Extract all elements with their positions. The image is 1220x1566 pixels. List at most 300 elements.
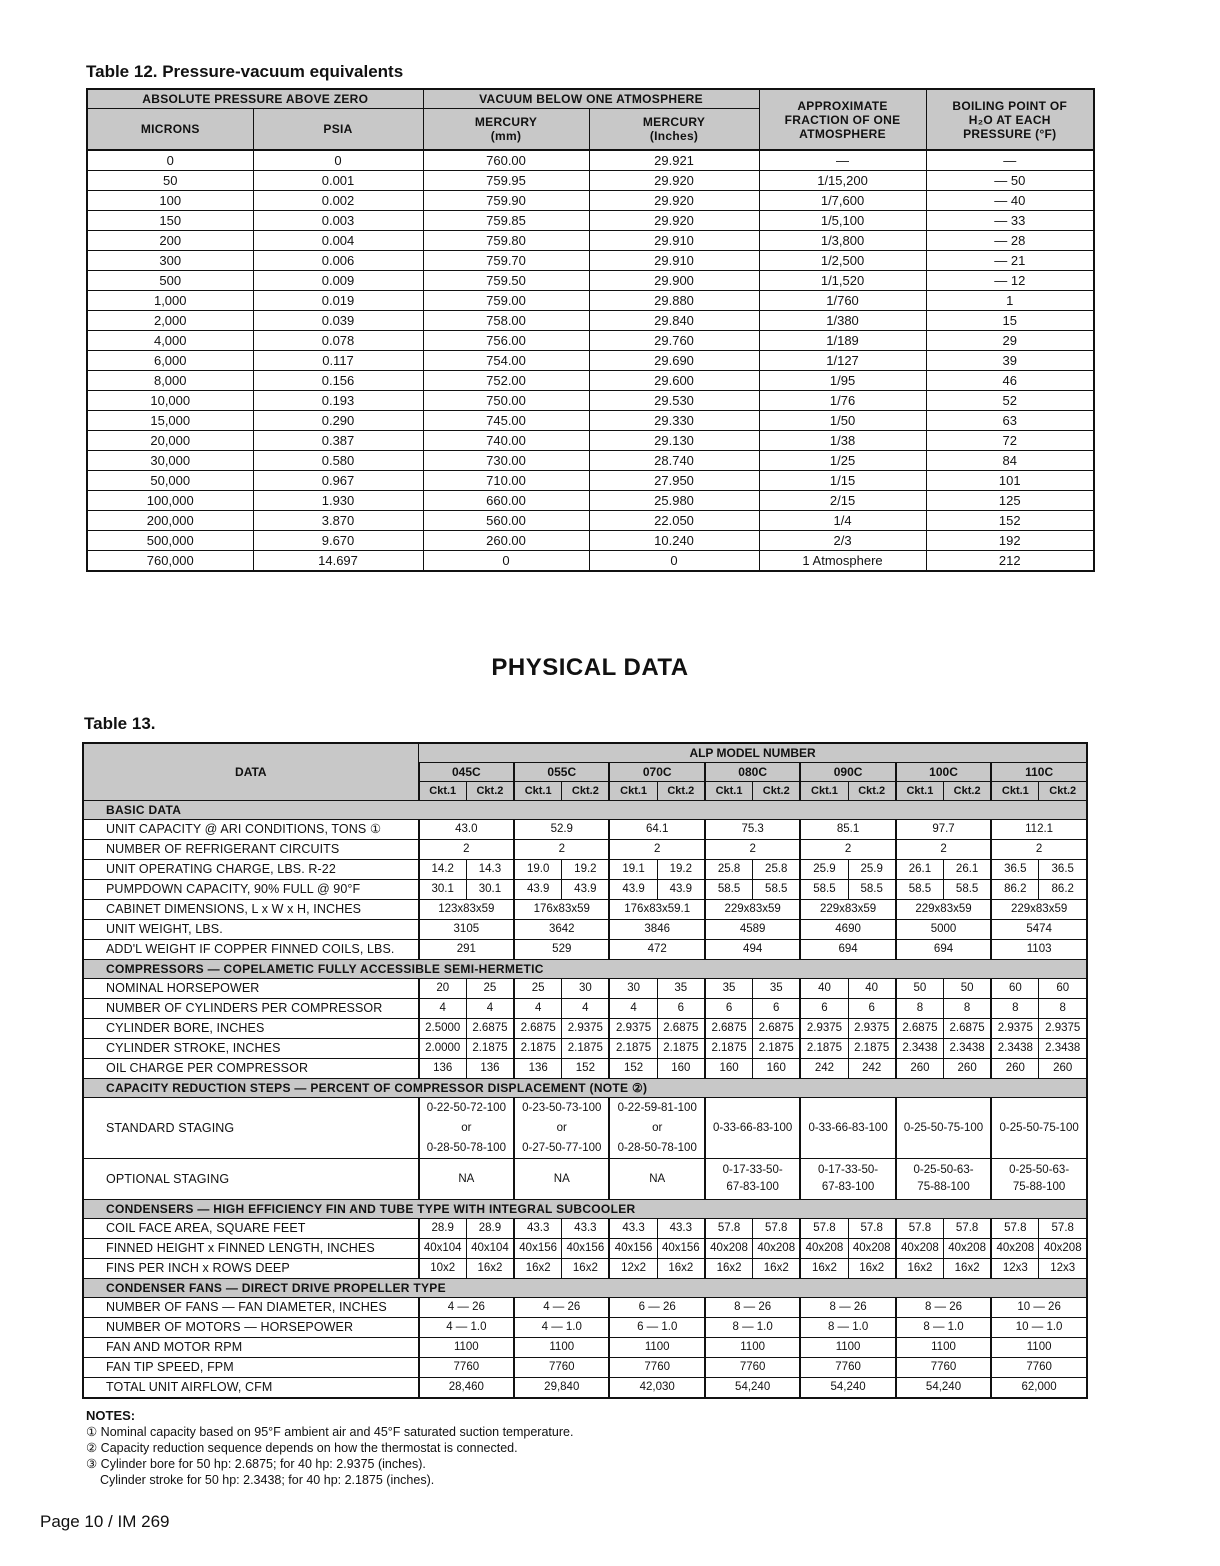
model-header: 090C <box>800 763 895 782</box>
circuit-header: Ckt.2 <box>562 782 610 801</box>
table-cell: 2.1875 <box>562 1039 610 1059</box>
table-cell: 2.1875 <box>657 1039 705 1059</box>
table-cell: 1/380 <box>759 311 926 331</box>
header-psia: PSIA <box>253 109 423 151</box>
table-cell: 29.760 <box>589 331 759 351</box>
model-header: 070C <box>609 763 704 782</box>
table-cell: 50 <box>944 979 992 999</box>
table-cell: 43.9 <box>657 880 705 900</box>
staging-line: or <box>652 1122 663 1134</box>
table-cell: 3846 <box>609 920 704 940</box>
table-row <box>83 1219 1087 1239</box>
table-cell: 745.00 <box>423 411 589 431</box>
header-mercury-inches: MERCURY (Inches) <box>589 109 759 151</box>
table-cell: 0.580 <box>253 451 423 471</box>
table-cell: 0.039 <box>253 311 423 331</box>
table-cell: 25.980 <box>589 491 759 511</box>
row-label: NOMINAL HORSEPOWER <box>83 979 419 999</box>
table-cell: 7760 <box>896 1358 991 1378</box>
table-cell: 7760 <box>609 1358 704 1378</box>
staging-line: 0-22-59-81-100 <box>617 1102 697 1114</box>
table-cell: 8 <box>991 999 1039 1019</box>
table-cell: 212 <box>926 551 1094 572</box>
staging-line: 0-33-66-83-100 <box>808 1121 888 1134</box>
table-cell: — 33 <box>926 211 1094 231</box>
table-cell: 2.6875 <box>896 1019 944 1039</box>
table-cell: 29.130 <box>589 431 759 451</box>
table-cell: 35 <box>705 979 753 999</box>
header-boiling-point: BOILING POINT OF H₂O AT EACH PRESSURE (°F) <box>926 89 1094 150</box>
table-cell: 40 <box>848 979 896 999</box>
table-cell: 1.930 <box>253 491 423 511</box>
table-cell: 16x2 <box>514 1259 562 1279</box>
staging-cell <box>800 1098 895 1159</box>
table-cell: 0.019 <box>253 291 423 311</box>
table-cell: 4 <box>466 999 514 1019</box>
table-cell: 16x2 <box>800 1259 848 1279</box>
table-cell: 2.9375 <box>562 1019 610 1039</box>
row-label: UNIT WEIGHT, LBS. <box>83 920 419 940</box>
table-row <box>87 431 1094 451</box>
table-cell: 63 <box>926 411 1094 431</box>
table-cell: 12x3 <box>1039 1259 1087 1279</box>
table-cell: 2.1875 <box>848 1039 896 1059</box>
pressure-vacuum-table <box>86 88 1095 572</box>
circuit-header: Ckt.2 <box>753 782 801 801</box>
table-cell: 1 Atmosphere <box>759 551 926 572</box>
table-cell: 100 <box>87 191 253 211</box>
table-cell: 4 — 1.0 <box>419 1318 514 1338</box>
table-cell: 43.3 <box>609 1219 657 1239</box>
table-cell: 1100 <box>800 1338 895 1358</box>
table-row <box>87 551 1094 572</box>
table-row <box>83 1059 1087 1079</box>
row-label: CYLINDER STROKE, INCHES <box>83 1039 419 1059</box>
table-cell: — <box>759 150 926 171</box>
circuit-header: Ckt.1 <box>991 782 1039 801</box>
circuit-header: Ckt.1 <box>896 782 944 801</box>
table-cell: 1100 <box>991 1338 1087 1358</box>
table-cell: 30 <box>609 979 657 999</box>
staging-line: 0-33-66-83-100 <box>713 1121 793 1134</box>
table-row <box>83 840 1087 860</box>
section-title: CONDENSER FANS — DIRECT DRIVE PROPELLER TYPE <box>83 1279 1087 1298</box>
table-cell: 50 <box>896 979 944 999</box>
table-cell: 43.9 <box>609 880 657 900</box>
circuit-header: Ckt.2 <box>466 782 514 801</box>
table-cell: 40x104 <box>419 1239 467 1259</box>
table-cell: 8 <box>896 999 944 1019</box>
table-cell: 1100 <box>896 1338 991 1358</box>
circuit-header: Ckt.2 <box>944 782 992 801</box>
row-label: NUMBER OF FANS — FAN DIAMETER, INCHES <box>83 1298 419 1318</box>
note-1: ① Nominal capacity based on 95°F ambient air and 45°F saturated suction temperature. <box>86 1425 574 1439</box>
table-cell: 8 <box>944 999 992 1019</box>
table-cell: 752.00 <box>423 371 589 391</box>
staging-line: 0-25-50-75-100 <box>999 1121 1079 1134</box>
table-cell: 3642 <box>514 920 609 940</box>
table-row <box>87 351 1094 371</box>
table-cell: 101 <box>926 471 1094 491</box>
table-cell: 25 <box>514 979 562 999</box>
table-row <box>87 371 1094 391</box>
table-cell: 16x2 <box>705 1259 753 1279</box>
section-title: COMPRESSORS — COPELAMETIC FULLY ACCESSIBLE SEMI-HERMETIC <box>83 960 1087 979</box>
table-row <box>83 880 1087 900</box>
staging-cell <box>514 1098 609 1159</box>
row-label: CYLINDER BORE, INCHES <box>83 1019 419 1039</box>
table-cell: 40x208 <box>1039 1239 1087 1259</box>
section-header-row <box>83 801 1087 820</box>
table-cell: 6 <box>705 999 753 1019</box>
table-cell: 8,000 <box>87 371 253 391</box>
table-cell: 694 <box>896 940 991 960</box>
table-cell: 29.900 <box>589 271 759 291</box>
table-cell: 152 <box>926 511 1094 531</box>
table-cell: 123x83x59 <box>419 900 514 920</box>
table-cell: 759.50 <box>423 271 589 291</box>
table-cell: 10.240 <box>589 531 759 551</box>
table-cell: 29.330 <box>589 411 759 431</box>
table-cell: 2.6875 <box>944 1019 992 1039</box>
header-data: DATA <box>83 743 419 801</box>
table-cell: 29.910 <box>589 231 759 251</box>
table-row <box>87 251 1094 271</box>
table-cell: 6 <box>848 999 896 1019</box>
table-cell: 3105 <box>419 920 514 940</box>
table-cell: 27.950 <box>589 471 759 491</box>
table-cell: 750.00 <box>423 391 589 411</box>
table-cell: 7760 <box>800 1358 895 1378</box>
section-header-row <box>83 1079 1087 1098</box>
table-cell: 57.8 <box>705 1219 753 1239</box>
staging-line: 0-22-50-72-100 <box>426 1102 506 1114</box>
table-cell: 0.156 <box>253 371 423 391</box>
table-cell: 58.5 <box>896 880 944 900</box>
table-cell: 29.880 <box>589 291 759 311</box>
table-cell: 4690 <box>800 920 895 940</box>
physical-data-table <box>82 742 1088 1399</box>
table-cell: 12x3 <box>991 1259 1039 1279</box>
table-row <box>83 999 1087 1019</box>
table-cell: 2 <box>514 840 609 860</box>
table-row <box>83 820 1087 840</box>
table-cell: 25.8 <box>705 860 753 880</box>
table-cell: 2.9375 <box>800 1019 848 1039</box>
table-cell: 0.387 <box>253 431 423 451</box>
table-cell: 58.5 <box>753 880 801 900</box>
table-cell: 5000 <box>896 920 991 940</box>
table-cell: 16x2 <box>562 1259 610 1279</box>
table-cell: 54,240 <box>896 1378 991 1399</box>
table-cell: 150 <box>87 211 253 231</box>
table-cell: 29.600 <box>589 371 759 391</box>
table-row <box>87 150 1094 171</box>
table-cell: 29,840 <box>514 1378 609 1399</box>
table-cell: 10,000 <box>87 391 253 411</box>
table-row <box>87 291 1094 311</box>
table-cell: 8 — 1.0 <box>800 1318 895 1338</box>
row-label: UNIT OPERATING CHARGE, LBS. R-22 <box>83 860 419 880</box>
row-label: FAN AND MOTOR RPM <box>83 1338 419 1358</box>
table-cell: 160 <box>657 1059 705 1079</box>
table-cell: 1103 <box>991 940 1087 960</box>
table-cell: 86.2 <box>1039 880 1087 900</box>
table-cell: — <box>926 150 1094 171</box>
table-cell: 58.5 <box>848 880 896 900</box>
table-cell: 0.078 <box>253 331 423 351</box>
table-cell: 6,000 <box>87 351 253 371</box>
table-cell: 29.920 <box>589 211 759 231</box>
table-cell: 1100 <box>419 1338 514 1358</box>
table-cell: 0.004 <box>253 231 423 251</box>
table-cell: 14.2 <box>419 860 467 880</box>
table-cell: 2.1875 <box>609 1039 657 1059</box>
table-cell: 43.9 <box>562 880 610 900</box>
table-cell: 759.80 <box>423 231 589 251</box>
table-cell: 40x156 <box>657 1239 705 1259</box>
table-cell: 40x156 <box>562 1239 610 1259</box>
table-cell: 35 <box>657 979 705 999</box>
table-cell: 2.9375 <box>848 1019 896 1039</box>
table-cell: 136 <box>514 1059 562 1079</box>
circuit-header: Ckt.2 <box>657 782 705 801</box>
table-cell: 40x156 <box>514 1239 562 1259</box>
table-cell: 28.9 <box>419 1219 467 1239</box>
table-cell: 1/5,100 <box>759 211 926 231</box>
table-cell: 112.1 <box>991 820 1087 840</box>
table-cell: 2 <box>991 840 1087 860</box>
table-cell: 260.00 <box>423 531 589 551</box>
table-cell: 64.1 <box>609 820 704 840</box>
staging-line: 0-27-50-77-100 <box>522 1142 602 1154</box>
table-cell: 43.9 <box>514 880 562 900</box>
table-cell: 4 — 26 <box>514 1298 609 1318</box>
table-cell: 0.193 <box>253 391 423 411</box>
section-title: CAPACITY REDUCTION STEPS — PERCENT OF COMPRESSOR DISPLACEMENT (NOTE ②) <box>83 1079 1087 1098</box>
table-cell: 0.967 <box>253 471 423 491</box>
table-cell: 2.3438 <box>1039 1039 1087 1059</box>
table-cell: 57.8 <box>944 1219 992 1239</box>
table-cell: 40x208 <box>896 1239 944 1259</box>
table-cell: 2 <box>800 840 895 860</box>
table-cell: 2,000 <box>87 311 253 331</box>
table-cell: 0.009 <box>253 271 423 291</box>
table-cell: 754.00 <box>423 351 589 371</box>
table-cell: 15,000 <box>87 411 253 431</box>
table-cell: 26.1 <box>944 860 992 880</box>
header-model-number: ALP MODEL NUMBER <box>419 743 1087 763</box>
table-cell: 1/15,200 <box>759 171 926 191</box>
model-header: 045C <box>419 763 514 782</box>
table-cell: 760,000 <box>87 551 253 572</box>
table-cell: 2/15 <box>759 491 926 511</box>
table-cell: 16x2 <box>466 1259 514 1279</box>
table-cell: 36.5 <box>991 860 1039 880</box>
row-label: COIL FACE AREA, SQUARE FEET <box>83 1219 419 1239</box>
table-cell: 760.00 <box>423 150 589 171</box>
table-cell: 1/3,800 <box>759 231 926 251</box>
table-cell: 756.00 <box>423 331 589 351</box>
table-cell: 10 — 1.0 <box>991 1318 1087 1338</box>
table-cell: 4589 <box>705 920 800 940</box>
table-cell: 42,030 <box>609 1378 704 1399</box>
table-cell: 50,000 <box>87 471 253 491</box>
table-row <box>83 1358 1087 1378</box>
table-cell: 4,000 <box>87 331 253 351</box>
table-cell: 494 <box>705 940 800 960</box>
table-row <box>83 1019 1087 1039</box>
table-cell: 1/95 <box>759 371 926 391</box>
table-cell: 25.9 <box>848 860 896 880</box>
table-cell: 36.5 <box>1039 860 1087 880</box>
table-cell: 6 — 26 <box>609 1298 704 1318</box>
table-cell: 2.6875 <box>514 1019 562 1039</box>
table-cell: 40x208 <box>705 1239 753 1259</box>
table-cell: 529 <box>514 940 609 960</box>
header-vacuum: VACUUM BELOW ONE ATMOSPHERE <box>423 89 759 109</box>
table-cell: 758.00 <box>423 311 589 331</box>
table-cell: 0.006 <box>253 251 423 271</box>
table-cell: 192 <box>926 531 1094 551</box>
table-row <box>83 1239 1087 1259</box>
table-cell: 25.8 <box>753 860 801 880</box>
table-cell: 136 <box>466 1059 514 1079</box>
table-row <box>83 940 1087 960</box>
table-cell: 1/4 <box>759 511 926 531</box>
table-cell: 52.9 <box>514 820 609 840</box>
row-label: TOTAL UNIT AIRFLOW, CFM <box>83 1378 419 1399</box>
physical-data-title: PHYSICAL DATA <box>491 654 689 681</box>
table-cell: 2.3438 <box>991 1039 1039 1059</box>
header-microns: MICRONS <box>87 109 253 151</box>
circuit-header: Ckt.2 <box>1039 782 1087 801</box>
staging-cell <box>991 1159 1087 1200</box>
table-cell: 40x208 <box>991 1239 1039 1259</box>
section-title: CONDENSERS — HIGH EFFICIENCY FIN AND TUBE TYPE WITH INTEGRAL SUBCOOLER <box>83 1200 1087 1219</box>
table-row <box>87 471 1094 491</box>
staging-line: 0-28-50-78-100 <box>617 1142 697 1154</box>
table-cell: 759.00 <box>423 291 589 311</box>
table-cell: 40 <box>800 979 848 999</box>
table-cell: 291 <box>419 940 514 960</box>
table-row <box>87 171 1094 191</box>
table-cell: 10x2 <box>419 1259 467 1279</box>
table-cell: 40x208 <box>848 1239 896 1259</box>
table-cell: 15 <box>926 311 1094 331</box>
table-cell: 2.6875 <box>657 1019 705 1039</box>
table-cell: 660.00 <box>423 491 589 511</box>
staging-cell <box>514 1159 609 1200</box>
table-cell: 72 <box>926 431 1094 451</box>
table-cell: 85.1 <box>800 820 895 840</box>
table-cell: 1/15 <box>759 471 926 491</box>
table-cell: 9.670 <box>253 531 423 551</box>
notes-heading: NOTES: <box>86 1408 136 1423</box>
table-cell: 4 <box>514 999 562 1019</box>
table-cell: 29 <box>926 331 1094 351</box>
table-row <box>87 511 1094 531</box>
table-cell: 500,000 <box>87 531 253 551</box>
row-label: NUMBER OF REFRIGERANT CIRCUITS <box>83 840 419 860</box>
table-cell: 242 <box>848 1059 896 1079</box>
table-cell: 160 <box>753 1059 801 1079</box>
circuit-header: Ckt.1 <box>514 782 562 801</box>
table-cell: 22.050 <box>589 511 759 531</box>
table-row <box>83 1259 1087 1279</box>
table-cell: 1/25 <box>759 451 926 471</box>
table-cell: 97.7 <box>896 820 991 840</box>
table-cell: 710.00 <box>423 471 589 491</box>
table-row <box>83 1318 1087 1338</box>
table-cell: 0.003 <box>253 211 423 231</box>
table-cell: 1/2,500 <box>759 251 926 271</box>
table-cell: 43.3 <box>562 1219 610 1239</box>
staging-cell <box>991 1098 1087 1159</box>
table-cell: 6 <box>657 999 705 1019</box>
table-cell: 30 <box>562 979 610 999</box>
table-cell: 54,240 <box>705 1378 800 1399</box>
table-cell: 16x2 <box>896 1259 944 1279</box>
table-cell: 43.0 <box>419 820 514 840</box>
table-cell: 136 <box>419 1059 467 1079</box>
table-cell: 25 <box>466 979 514 999</box>
table-cell: 29.921 <box>589 150 759 171</box>
note-3: ③ Cylinder bore for 50 hp: 2.6875; for 40 hp: 2.9375 (inches). <box>86 1457 426 1471</box>
table-cell: 58.5 <box>944 880 992 900</box>
table-cell: 46 <box>926 371 1094 391</box>
table-cell: 0 <box>423 551 589 572</box>
row-label: NUMBER OF CYLINDERS PER COMPRESSOR <box>83 999 419 1019</box>
table-cell: 730.00 <box>423 451 589 471</box>
staging-line: 0-25-50-63- <box>913 1164 974 1176</box>
table-row <box>87 451 1094 471</box>
table-cell: 16x2 <box>753 1259 801 1279</box>
staging-line: 0-17-33-50- <box>818 1164 879 1176</box>
header-absolute-pressure: ABSOLUTE PRESSURE ABOVE ZERO <box>87 89 423 109</box>
table-cell: 0.002 <box>253 191 423 211</box>
table-row <box>83 1098 1087 1159</box>
model-header: 080C <box>705 763 800 782</box>
table-cell: 12x2 <box>609 1259 657 1279</box>
table-cell: 4 — 26 <box>419 1298 514 1318</box>
table-cell: 7760 <box>419 1358 514 1378</box>
table-cell: 7760 <box>991 1358 1087 1378</box>
table-cell: 16x2 <box>848 1259 896 1279</box>
table-cell: 2.9375 <box>1039 1019 1087 1039</box>
table-cell: 28.9 <box>466 1219 514 1239</box>
table-row <box>87 491 1094 511</box>
staging-cell <box>800 1159 895 1200</box>
page-footer: Page 10 / IM 269 <box>40 1512 170 1531</box>
table-row <box>87 211 1094 231</box>
table-row <box>83 1159 1087 1200</box>
staging-cell <box>896 1098 991 1159</box>
table-row <box>87 411 1094 431</box>
table-cell: 14.3 <box>466 860 514 880</box>
table-row <box>83 1298 1087 1318</box>
table-cell: — 40 <box>926 191 1094 211</box>
circuit-header: Ckt.1 <box>800 782 848 801</box>
table-cell: 560.00 <box>423 511 589 531</box>
table-cell: 200,000 <box>87 511 253 531</box>
table12-body <box>87 150 1094 571</box>
table-cell: 300 <box>87 251 253 271</box>
staging-line: 0-25-50-63- <box>1009 1164 1070 1176</box>
table-cell: 29.920 <box>589 171 759 191</box>
table-cell: 58.5 <box>705 880 753 900</box>
model-header: 110C <box>991 763 1087 782</box>
